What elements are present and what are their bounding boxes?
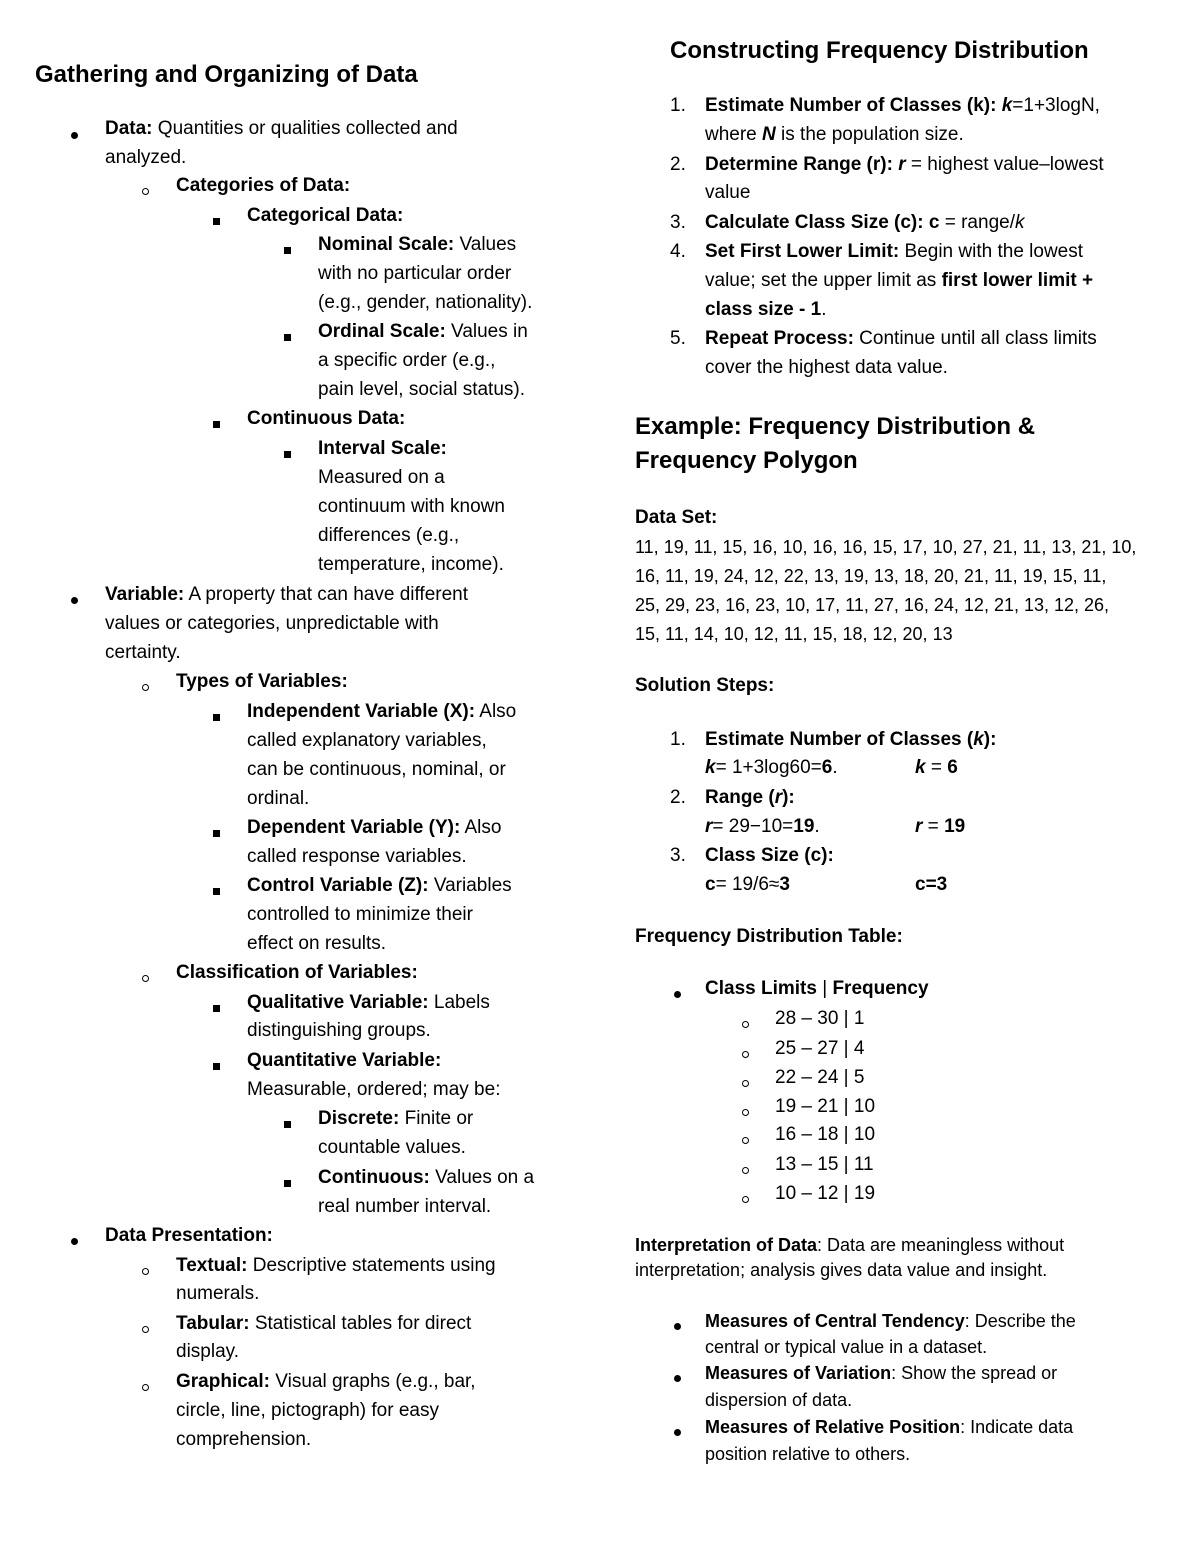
solution-2-calc: r= 29−10=19. [705, 816, 820, 837]
bullet-square [213, 882, 220, 898]
interval-heading: Interval Scale: [318, 438, 447, 459]
types-heading: Types of Variables: [176, 671, 348, 692]
step-2-line: Determine Range (r): r = highest value–lowest [705, 154, 1104, 175]
table-row: 16 – 18 | 10 [775, 1124, 876, 1145]
qualitative-line: Qualitative Variable: Labels [247, 992, 490, 1013]
step-4-line-2: value; set the upper limit as first lower limit + [705, 270, 1094, 291]
step-3-line: Calculate Class Size (c): c = range/k [705, 212, 1025, 233]
solution-2-heading: Range (r): [705, 787, 795, 808]
bullet-circle [742, 1015, 749, 1031]
graphical-line-2: circle, line, pictograph) for easy [176, 1400, 439, 1421]
independent-line-3: can be continuous, nominal, or [247, 759, 506, 780]
interpretation-line: Interpretation of Data: Data are meaningless without [635, 1235, 1065, 1255]
textual-line-2: numerals. [176, 1283, 260, 1304]
control-line-3: effect on results. [247, 933, 387, 954]
presentation-heading: Data Presentation: [105, 1225, 273, 1246]
central-tendency-line: Measures of Central Tendency: Describe the [705, 1311, 1076, 1331]
solution-3-result: c=3 [915, 874, 948, 895]
ordinal-line: Ordinal Scale: Values in [318, 321, 528, 342]
bullet-square [213, 999, 220, 1015]
bullet-square [213, 708, 220, 724]
discrete-line: Discrete: Finite or [318, 1108, 474, 1129]
step-2-line-2: value [705, 182, 751, 203]
table-label: Frequency Distribution Table: [635, 926, 903, 947]
qualitative-line-2: distinguishing groups. [247, 1020, 431, 1041]
interval-line-3: differences (e.g., [318, 525, 460, 546]
tabular-line: Tabular: Statistical tables for direct [176, 1313, 472, 1334]
variation-line-2: dispersion of data. [705, 1390, 853, 1410]
control-line: Control Variable (Z): Variables [247, 875, 512, 896]
bullet-square [284, 241, 291, 257]
bullet-circle [142, 1378, 149, 1394]
table-header: Class Limits | Frequency [705, 978, 929, 999]
variable-line-2: values or categories, unpredictable with [105, 613, 439, 634]
step-number: 1. [670, 729, 686, 750]
step-number: 3. [670, 845, 686, 866]
nominal-line: Nominal Scale: Values [318, 234, 517, 255]
bullet-disc [674, 1317, 681, 1333]
graphical-line: Graphical: Visual graphs (e.g., bar, [176, 1371, 476, 1392]
step-5-line: Repeat Process: Continue until all class limits [705, 328, 1097, 349]
step-4-line: Set First Lower Limit: Begin with the lowest [705, 241, 1084, 262]
continuous-line-2: real number interval. [318, 1196, 492, 1217]
relative-position-line: Measures of Relative Position: Indicate data [705, 1417, 1074, 1437]
bullet-square [284, 328, 291, 344]
bullet-square [213, 824, 220, 840]
dataset-line-4: 15, 11, 14, 10, 12, 11, 15, 18, 12, 20, 13 [635, 624, 953, 644]
step-1-line-2: where N is the population size. [705, 124, 964, 145]
bullet-square [284, 1174, 291, 1190]
dataset-line-3: 25, 29, 23, 16, 23, 10, 17, 11, 27, 16, 24, 12, 21, 13, 12, 26, [635, 595, 1110, 615]
bullet-circle [742, 1161, 749, 1177]
dataset-line-2: 16, 11, 19, 24, 12, 22, 13, 19, 13, 18, 20, 21, 11, 19, 15, 11, [635, 566, 1107, 586]
variation-line: Measures of Variation: Show the spread or [705, 1363, 1058, 1383]
solution-1-calc: k= 1+3log60=6. [705, 757, 838, 778]
independent-line: Independent Variable (X): Also [247, 701, 517, 722]
bullet-circle [142, 1262, 149, 1278]
bullet-circle [142, 182, 149, 198]
nominal-line-2: with no particular order [318, 263, 512, 284]
dependent-line-2: called response variables. [247, 846, 467, 867]
graphical-line-3: comprehension. [176, 1429, 312, 1450]
bullet-disc [674, 1369, 681, 1385]
bullet-square [213, 1057, 220, 1073]
bullet-circle [742, 1103, 749, 1119]
categories-heading: Categories of Data: [176, 175, 351, 196]
step-4-line-3: class size - 1. [705, 299, 827, 320]
nominal-line-3: (e.g., gender, nationality). [318, 292, 533, 313]
section-title-constructing: Constructing Frequency Distribution [670, 37, 1089, 64]
bullet-circle [742, 1131, 749, 1147]
interval-line-2: continuum with known [318, 496, 505, 517]
ordinal-line-2: a specific order (e.g., [318, 350, 496, 371]
interval-line-1: Measured on a [318, 467, 445, 488]
bullet-circle [742, 1074, 749, 1090]
solution-2-result: r = 19 [915, 816, 966, 837]
independent-line-4: ordinal. [247, 788, 310, 809]
textual-line: Textual: Descriptive statements using [176, 1255, 496, 1276]
dataset-label: Data Set: [635, 507, 718, 528]
solution-3-heading: Class Size (c): [705, 845, 834, 866]
continuous-line: Continuous: Values on a [318, 1167, 535, 1188]
bullet-circle [142, 969, 149, 985]
bullet-square [213, 415, 220, 431]
solution-1-heading: Estimate Number of Classes (k): [705, 729, 997, 750]
table-row: 28 – 30 | 1 [775, 1008, 865, 1029]
bullet-square [284, 445, 291, 461]
quantitative-heading: Quantitative Variable: [247, 1050, 442, 1071]
table-row: 25 – 27 | 4 [775, 1038, 865, 1059]
bullet-disc [71, 591, 78, 607]
solution-1-result: k = 6 [915, 757, 958, 778]
example-title-2: Frequency Polygon [635, 447, 858, 474]
dataset-line-1: 11, 19, 11, 15, 16, 10, 16, 16, 15, 17, 10, 27, 21, 11, 13, 21, 10, [635, 537, 1137, 557]
data-line: Data: Quantities or qualities collected and [105, 118, 458, 139]
bullet-disc [71, 126, 78, 142]
solution-3-calc: c= 19/6≈3 [705, 874, 790, 895]
bullet-circle [142, 1320, 149, 1336]
control-line-2: controlled to minimize their [247, 904, 473, 925]
step-number: 5. [670, 328, 686, 349]
variable-line-3: certainty. [105, 642, 181, 663]
bullet-circle [142, 678, 149, 694]
tabular-line-2: display. [176, 1341, 240, 1362]
step-5-line-2: cover the highest data value. [705, 357, 948, 378]
step-number: 2. [670, 154, 686, 175]
step-number: 2. [670, 787, 686, 808]
bullet-disc [674, 985, 681, 1001]
quantitative-line-1: Measurable, ordered; may be: [247, 1079, 501, 1100]
bullet-disc [71, 1232, 78, 1248]
step-number: 4. [670, 241, 686, 262]
table-row: 19 – 21 | 10 [775, 1096, 876, 1117]
bullet-circle [742, 1045, 749, 1061]
classification-heading: Classification of Variables: [176, 962, 418, 983]
data-line-2: analyzed. [105, 147, 187, 168]
step-1-line: Estimate Number of Classes (k): k=1+3logN, [705, 95, 1100, 116]
central-tendency-line-2: central or typical value in a dataset. [705, 1337, 988, 1357]
bullet-square [213, 212, 220, 228]
categorical-heading: Categorical Data: [247, 205, 404, 226]
interval-line-4: temperature, income). [318, 554, 504, 575]
solution-label: Solution Steps: [635, 675, 775, 696]
bullet-disc [674, 1423, 681, 1439]
step-number: 1. [670, 95, 686, 116]
continuous-data-heading: Continuous Data: [247, 408, 406, 429]
independent-line-2: called explanatory variables, [247, 730, 487, 751]
step-number: 3. [670, 212, 686, 233]
discrete-line-2: countable values. [318, 1137, 466, 1158]
ordinal-line-3: pain level, social status). [318, 379, 525, 400]
table-row: 13 – 15 | 11 [775, 1154, 874, 1175]
example-title: Example: Frequency Distribution & [635, 413, 1036, 440]
bullet-square [284, 1115, 291, 1131]
bullet-circle [742, 1190, 749, 1206]
variable-line: Variable: A property that can have different [105, 584, 469, 605]
interpretation-line-2: interpretation; analysis gives data value and insight. [635, 1260, 1048, 1280]
dependent-line: Dependent Variable (Y): Also [247, 817, 502, 838]
table-row: 10 – 12 | 19 [775, 1183, 876, 1204]
relative-position-line-2: position relative to others. [705, 1444, 911, 1464]
section-title-gathering: Gathering and Organizing of Data [35, 61, 418, 88]
table-row: 22 – 24 | 5 [775, 1067, 865, 1088]
